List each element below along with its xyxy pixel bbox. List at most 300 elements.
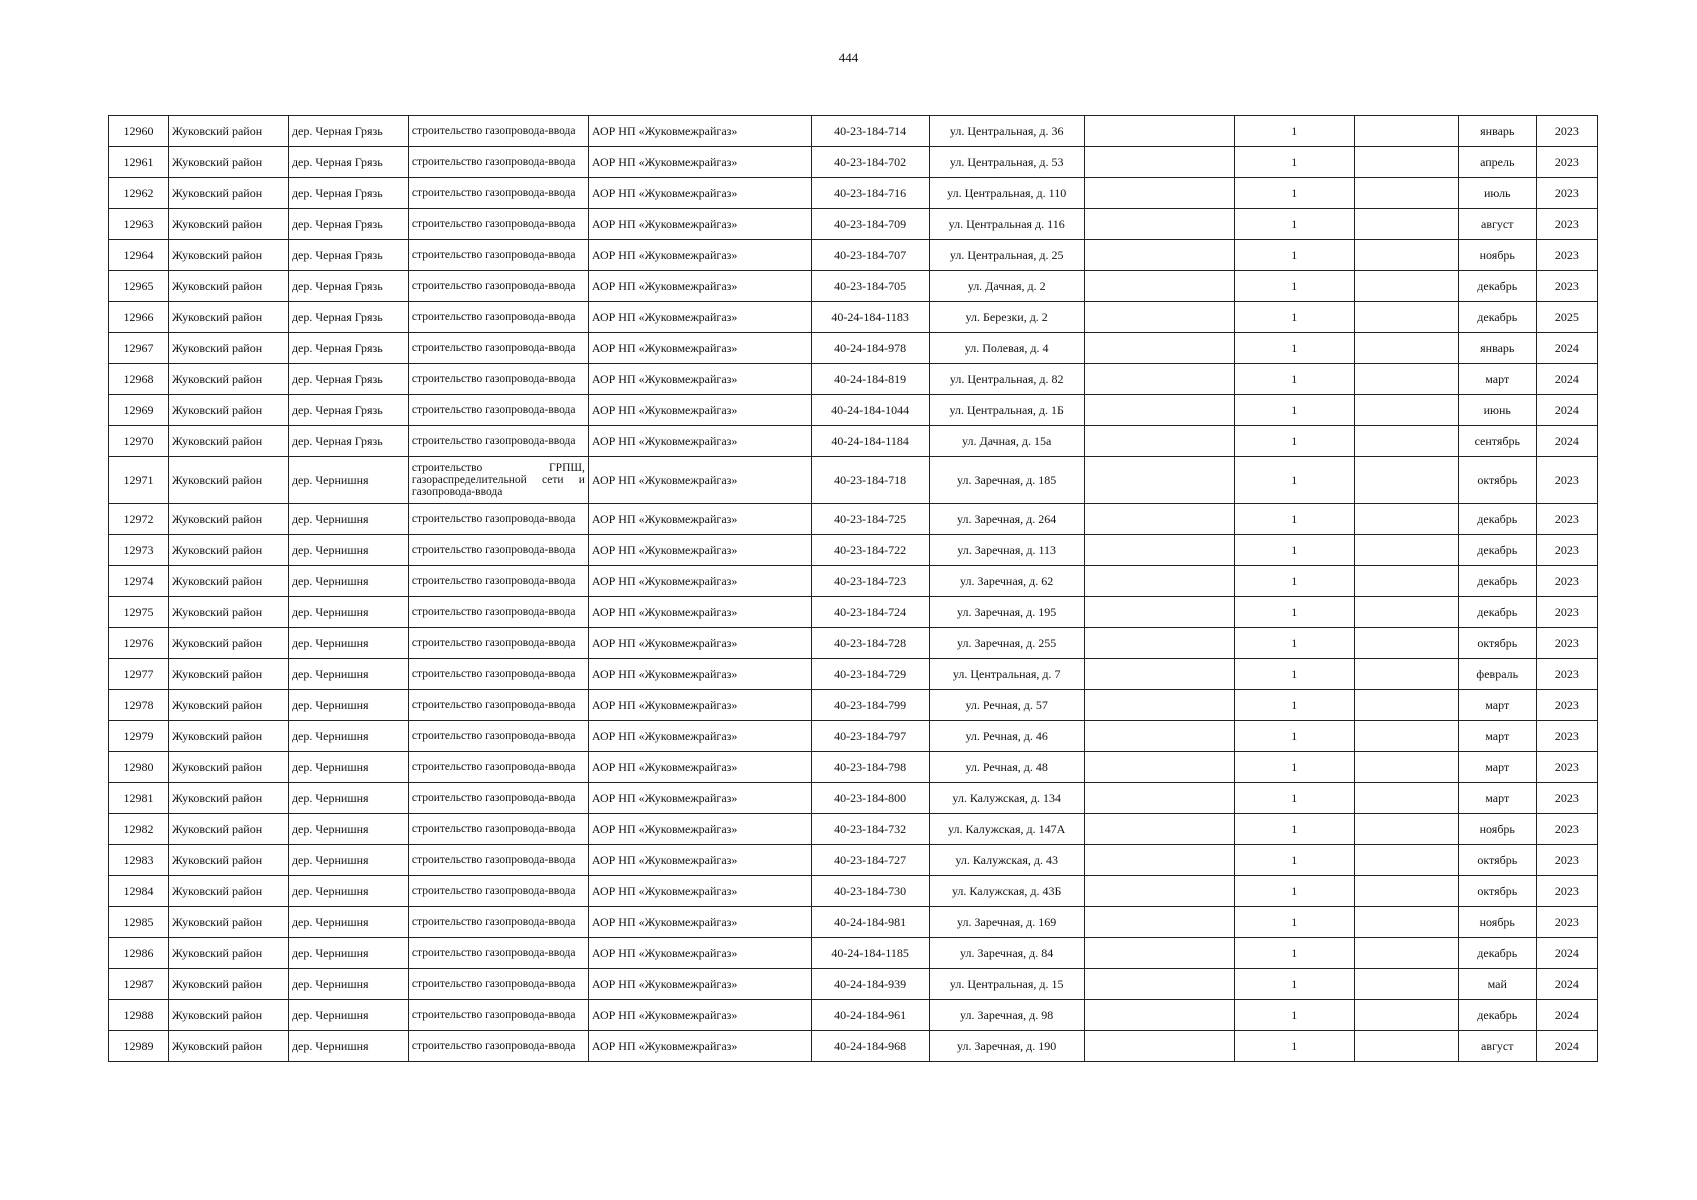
address-cell: ул. Березки, д. 2 <box>929 302 1084 333</box>
address-cell: ул. Центральная, д. 110 <box>929 178 1084 209</box>
address-cell: ул. Заречная, д. 185 <box>929 457 1084 504</box>
code-cell: 40-23-184-729 <box>811 659 929 690</box>
month-cell: март <box>1458 364 1536 395</box>
year-cell: 2024 <box>1536 969 1597 1000</box>
village-cell: дер. Черная Грязь <box>288 178 408 209</box>
work-type-cell: строительство газопровода-ввода <box>408 535 588 566</box>
quantity-cell: 1 <box>1234 209 1354 240</box>
empty-cell <box>1354 690 1458 721</box>
address-cell: ул. Дачная, д. 2 <box>929 271 1084 302</box>
month-cell: март <box>1458 690 1536 721</box>
year-cell: 2023 <box>1536 566 1597 597</box>
work-type-cell: строительство газопровода-ввода <box>408 690 588 721</box>
year-cell: 2024 <box>1536 1031 1597 1062</box>
village-cell: дер. Черная Грязь <box>288 302 408 333</box>
empty-cell <box>1354 597 1458 628</box>
empty-cell <box>1354 721 1458 752</box>
year-cell: 2023 <box>1536 535 1597 566</box>
table-row <box>109 814 1598 845</box>
organization-cell: АОР НП «Жуковмежрайгаз» <box>588 395 811 426</box>
code-cell: 40-23-184-727 <box>811 845 929 876</box>
code-cell: 40-23-184-724 <box>811 597 929 628</box>
code-cell: 40-23-184-798 <box>811 752 929 783</box>
empty-cell <box>1354 969 1458 1000</box>
record-number: 12987 <box>109 969 169 1000</box>
month-cell: январь <box>1458 333 1536 364</box>
work-type-cell: строительство газопровода-ввода <box>408 504 588 535</box>
district-cell: Жуковский район <box>168 566 288 597</box>
quantity-cell: 1 <box>1234 690 1354 721</box>
record-number: 12967 <box>109 333 169 364</box>
month-cell: октябрь <box>1458 876 1536 907</box>
empty-cell <box>1084 364 1234 395</box>
village-cell: дер. Чернишня <box>288 907 408 938</box>
empty-cell <box>1084 845 1234 876</box>
organization-cell: АОР НП «Жуковмежрайгаз» <box>588 426 811 457</box>
year-cell: 2024 <box>1536 395 1597 426</box>
table-row <box>109 240 1598 271</box>
address-cell: ул. Заречная, д. 264 <box>929 504 1084 535</box>
address-cell: ул. Центральная д. 116 <box>929 209 1084 240</box>
quantity-cell: 1 <box>1234 721 1354 752</box>
empty-cell <box>1084 426 1234 457</box>
quantity-cell: 1 <box>1234 426 1354 457</box>
address-cell: ул. Заречная, д. 169 <box>929 907 1084 938</box>
quantity-cell: 1 <box>1234 178 1354 209</box>
organization-cell: АОР НП «Жуковмежрайгаз» <box>588 690 811 721</box>
village-cell: дер. Чернишня <box>288 597 408 628</box>
month-cell: август <box>1458 1031 1536 1062</box>
work-type-cell: строительство газопровода-ввода <box>408 1031 588 1062</box>
empty-cell <box>1354 178 1458 209</box>
table-row <box>109 364 1598 395</box>
register-rows <box>109 116 1598 1062</box>
village-cell: дер. Чернишня <box>288 938 408 969</box>
empty-cell <box>1084 566 1234 597</box>
year-cell: 2023 <box>1536 752 1597 783</box>
month-cell: июнь <box>1458 395 1536 426</box>
year-cell: 2023 <box>1536 783 1597 814</box>
address-cell: ул. Заречная, д. 195 <box>929 597 1084 628</box>
empty-cell <box>1354 907 1458 938</box>
address-cell: ул. Калужская, д. 147А <box>929 814 1084 845</box>
code-cell: 40-24-184-939 <box>811 969 929 1000</box>
empty-cell <box>1354 876 1458 907</box>
village-cell: дер. Черная Грязь <box>288 333 408 364</box>
district-cell: Жуковский район <box>168 597 288 628</box>
village-cell: дер. Черная Грязь <box>288 271 408 302</box>
record-number: 12985 <box>109 907 169 938</box>
work-type-cell: строительство газопровода-ввода <box>408 1000 588 1031</box>
village-cell: дер. Чернишня <box>288 566 408 597</box>
month-cell: декабрь <box>1458 504 1536 535</box>
year-cell: 2023 <box>1536 628 1597 659</box>
work-type-cell: строительство газопровода-ввода <box>408 209 588 240</box>
work-type-cell: строительство газопровода-ввода <box>408 938 588 969</box>
code-cell: 40-23-184-723 <box>811 566 929 597</box>
district-cell: Жуковский район <box>168 364 288 395</box>
organization-cell: АОР НП «Жуковмежрайгаз» <box>588 364 811 395</box>
work-type-cell: строительство газопровода-ввода <box>408 783 588 814</box>
table-row <box>109 457 1598 504</box>
village-cell: дер. Чернишня <box>288 690 408 721</box>
code-cell: 40-24-184-819 <box>811 364 929 395</box>
empty-cell <box>1354 814 1458 845</box>
organization-cell: АОР НП «Жуковмежрайгаз» <box>588 535 811 566</box>
year-cell: 2023 <box>1536 457 1597 504</box>
empty-cell <box>1354 240 1458 271</box>
year-cell: 2023 <box>1536 876 1597 907</box>
empty-cell <box>1354 209 1458 240</box>
empty-cell <box>1084 969 1234 1000</box>
code-cell: 40-23-184-725 <box>811 504 929 535</box>
district-cell: Жуковский район <box>168 783 288 814</box>
village-cell: дер. Чернишня <box>288 814 408 845</box>
code-cell: 40-23-184-730 <box>811 876 929 907</box>
empty-cell <box>1354 535 1458 566</box>
year-cell: 2025 <box>1536 302 1597 333</box>
organization-cell: АОР НП «Жуковмежрайгаз» <box>588 504 811 535</box>
year-cell: 2024 <box>1536 333 1597 364</box>
empty-cell <box>1084 721 1234 752</box>
register-table <box>108 115 1598 1062</box>
code-cell: 40-24-184-981 <box>811 907 929 938</box>
code-cell: 40-23-184-728 <box>811 628 929 659</box>
month-cell: октябрь <box>1458 845 1536 876</box>
code-cell: 40-24-184-978 <box>811 333 929 364</box>
month-cell: декабрь <box>1458 597 1536 628</box>
district-cell: Жуковский район <box>168 876 288 907</box>
table-row <box>109 395 1598 426</box>
district-cell: Жуковский район <box>168 333 288 364</box>
district-cell: Жуковский район <box>168 814 288 845</box>
page-number: 444 <box>838 50 859 65</box>
district-cell: Жуковский район <box>168 395 288 426</box>
month-cell: февраль <box>1458 659 1536 690</box>
record-number: 12981 <box>109 783 169 814</box>
work-type-cell: строительство газопровода-ввода <box>408 271 588 302</box>
month-cell: май <box>1458 969 1536 1000</box>
empty-cell <box>1084 302 1234 333</box>
year-cell: 2023 <box>1536 814 1597 845</box>
empty-cell <box>1084 209 1234 240</box>
empty-cell <box>1084 504 1234 535</box>
village-cell: дер. Чернишня <box>288 504 408 535</box>
empty-cell <box>1354 1031 1458 1062</box>
record-number: 12960 <box>109 116 169 147</box>
table-row <box>109 535 1598 566</box>
organization-cell: АОР НП «Жуковмежрайгаз» <box>588 597 811 628</box>
record-number: 12983 <box>109 845 169 876</box>
year-cell: 2023 <box>1536 178 1597 209</box>
code-cell: 40-23-184-707 <box>811 240 929 271</box>
month-cell: декабрь <box>1458 535 1536 566</box>
address-cell: ул. Заречная, д. 255 <box>929 628 1084 659</box>
organization-cell: АОР НП «Жуковмежрайгаз» <box>588 752 811 783</box>
village-cell: дер. Черная Грязь <box>288 395 408 426</box>
year-cell: 2023 <box>1536 845 1597 876</box>
table-row <box>109 690 1598 721</box>
organization-cell: АОР НП «Жуковмежрайгаз» <box>588 721 811 752</box>
empty-cell <box>1084 240 1234 271</box>
table-row <box>109 628 1598 659</box>
table-row <box>109 845 1598 876</box>
record-number: 12988 <box>109 1000 169 1031</box>
table-row <box>109 271 1598 302</box>
address-cell: ул. Полевая, д. 4 <box>929 333 1084 364</box>
code-cell: 40-23-184-797 <box>811 721 929 752</box>
year-cell: 2023 <box>1536 209 1597 240</box>
address-cell: ул. Заречная, д. 84 <box>929 938 1084 969</box>
district-cell: Жуковский район <box>168 426 288 457</box>
code-cell: 40-23-184-799 <box>811 690 929 721</box>
organization-cell: АОР НП «Жуковмежрайгаз» <box>588 457 811 504</box>
table-row <box>109 907 1598 938</box>
work-type-cell: строительство газопровода-ввода <box>408 364 588 395</box>
work-type-cell: строительство газопровода-ввода <box>408 240 588 271</box>
code-cell: 40-24-184-1185 <box>811 938 929 969</box>
district-cell: Жуковский район <box>168 969 288 1000</box>
quantity-cell: 1 <box>1234 907 1354 938</box>
table-row <box>109 969 1598 1000</box>
record-number: 12965 <box>109 271 169 302</box>
work-type-cell: строительство газопровода-ввода <box>408 597 588 628</box>
address-cell: ул. Речная, д. 48 <box>929 752 1084 783</box>
district-cell: Жуковский район <box>168 240 288 271</box>
empty-cell <box>1084 1000 1234 1031</box>
empty-cell <box>1354 116 1458 147</box>
quantity-cell: 1 <box>1234 1031 1354 1062</box>
table-row <box>109 721 1598 752</box>
record-number: 12966 <box>109 302 169 333</box>
record-number: 12963 <box>109 209 169 240</box>
organization-cell: АОР НП «Жуковмежрайгаз» <box>588 628 811 659</box>
quantity-cell: 1 <box>1234 876 1354 907</box>
year-cell: 2024 <box>1536 426 1597 457</box>
village-cell: дер. Черная Грязь <box>288 116 408 147</box>
year-cell: 2024 <box>1536 364 1597 395</box>
code-cell: 40-24-184-1044 <box>811 395 929 426</box>
table-row <box>109 426 1598 457</box>
table-row <box>109 938 1598 969</box>
table-row <box>109 566 1598 597</box>
record-number: 12973 <box>109 535 169 566</box>
code-cell: 40-24-184-961 <box>811 1000 929 1031</box>
empty-cell <box>1084 659 1234 690</box>
district-cell: Жуковский район <box>168 209 288 240</box>
year-cell: 2023 <box>1536 659 1597 690</box>
address-cell: ул. Заречная, д. 62 <box>929 566 1084 597</box>
year-cell: 2023 <box>1536 271 1597 302</box>
record-number: 12968 <box>109 364 169 395</box>
address-cell: ул. Заречная, д. 98 <box>929 1000 1084 1031</box>
work-type-cell: строительство газопровода-ввода <box>408 814 588 845</box>
empty-cell <box>1084 271 1234 302</box>
district-cell: Жуковский район <box>168 147 288 178</box>
quantity-cell: 1 <box>1234 333 1354 364</box>
empty-cell <box>1084 597 1234 628</box>
table-row <box>109 1000 1598 1031</box>
empty-cell <box>1084 457 1234 504</box>
village-cell: дер. Черная Грязь <box>288 426 408 457</box>
village-cell: дер. Чернишня <box>288 659 408 690</box>
work-type-cell: строительство газопровода-ввода <box>408 147 588 178</box>
quantity-cell: 1 <box>1234 116 1354 147</box>
organization-cell: АОР НП «Жуковмежрайгаз» <box>588 147 811 178</box>
district-cell: Жуковский район <box>168 907 288 938</box>
organization-cell: АОР НП «Жуковмежрайгаз» <box>588 659 811 690</box>
empty-cell <box>1354 659 1458 690</box>
address-cell: ул. Центральная, д. 15 <box>929 969 1084 1000</box>
quantity-cell: 1 <box>1234 566 1354 597</box>
address-cell: ул. Дачная, д. 15а <box>929 426 1084 457</box>
organization-cell: АОР НП «Жуковмежрайгаз» <box>588 969 811 1000</box>
organization-cell: АОР НП «Жуковмежрайгаз» <box>588 240 811 271</box>
empty-cell <box>1354 566 1458 597</box>
organization-cell: АОР НП «Жуковмежрайгаз» <box>588 1000 811 1031</box>
village-cell: дер. Чернишня <box>288 628 408 659</box>
table-row <box>109 333 1598 364</box>
record-number: 12980 <box>109 752 169 783</box>
quantity-cell: 1 <box>1234 504 1354 535</box>
work-type-cell: строительство газопровода-ввода <box>408 426 588 457</box>
table-row <box>109 302 1598 333</box>
village-cell: дер. Чернишня <box>288 752 408 783</box>
village-cell: дер. Чернишня <box>288 721 408 752</box>
quantity-cell: 1 <box>1234 395 1354 426</box>
work-type-cell: строительство газопровода-ввода <box>408 302 588 333</box>
organization-cell: АОР НП «Жуковмежрайгаз» <box>588 876 811 907</box>
record-number: 12972 <box>109 504 169 535</box>
year-cell: 2023 <box>1536 116 1597 147</box>
work-type-cell: строительство газопровода-ввода <box>408 876 588 907</box>
record-number: 12969 <box>109 395 169 426</box>
address-cell: ул. Калужская, д. 43 <box>929 845 1084 876</box>
organization-cell: АОР НП «Жуковмежрайгаз» <box>588 783 811 814</box>
record-number: 12961 <box>109 147 169 178</box>
table-row <box>109 752 1598 783</box>
village-cell: дер. Чернишня <box>288 845 408 876</box>
empty-cell <box>1084 907 1234 938</box>
year-cell: 2024 <box>1536 938 1597 969</box>
record-number: 12984 <box>109 876 169 907</box>
month-cell: ноябрь <box>1458 814 1536 845</box>
work-type-cell: строительство газопровода-ввода <box>408 566 588 597</box>
organization-cell: АОР НП «Жуковмежрайгаз» <box>588 209 811 240</box>
work-type-cell: строительство газопровода-ввода <box>408 721 588 752</box>
organization-cell: АОР НП «Жуковмежрайгаз» <box>588 178 811 209</box>
month-cell: октябрь <box>1458 628 1536 659</box>
record-number: 12976 <box>109 628 169 659</box>
village-cell: дер. Чернишня <box>288 1000 408 1031</box>
organization-cell: АОР НП «Жуковмежрайгаз» <box>588 566 811 597</box>
district-cell: Жуковский район <box>168 1000 288 1031</box>
quantity-cell: 1 <box>1234 752 1354 783</box>
empty-cell <box>1084 147 1234 178</box>
table-row <box>109 147 1598 178</box>
empty-cell <box>1084 116 1234 147</box>
table-row <box>109 597 1598 628</box>
year-cell: 2023 <box>1536 240 1597 271</box>
organization-cell: АОР НП «Жуковмежрайгаз» <box>588 116 811 147</box>
empty-cell <box>1354 302 1458 333</box>
year-cell: 2023 <box>1536 147 1597 178</box>
work-type-cell: строительство газопровода-ввода <box>408 752 588 783</box>
table-row <box>109 209 1598 240</box>
district-cell: Жуковский район <box>168 504 288 535</box>
empty-cell <box>1354 271 1458 302</box>
organization-cell: АОР НП «Жуковмежрайгаз» <box>588 1031 811 1062</box>
organization-cell: АОР НП «Жуковмежрайгаз» <box>588 302 811 333</box>
code-cell: 40-23-184-732 <box>811 814 929 845</box>
quantity-cell: 1 <box>1234 814 1354 845</box>
code-cell: 40-24-184-1184 <box>811 426 929 457</box>
village-cell: дер. Черная Грязь <box>288 240 408 271</box>
table-row <box>109 1031 1598 1062</box>
address-cell: ул. Центральная, д. 25 <box>929 240 1084 271</box>
month-cell: апрель <box>1458 147 1536 178</box>
district-cell: Жуковский район <box>168 628 288 659</box>
year-cell: 2023 <box>1536 690 1597 721</box>
quantity-cell: 1 <box>1234 147 1354 178</box>
quantity-cell: 1 <box>1234 535 1354 566</box>
empty-cell <box>1354 628 1458 659</box>
organization-cell: АОР НП «Жуковмежрайгаз» <box>588 271 811 302</box>
village-cell: дер. Чернишня <box>288 969 408 1000</box>
address-cell: ул. Центральная, д. 82 <box>929 364 1084 395</box>
village-cell: дер. Черная Грязь <box>288 209 408 240</box>
empty-cell <box>1084 178 1234 209</box>
year-cell: 2023 <box>1536 504 1597 535</box>
district-cell: Жуковский район <box>168 271 288 302</box>
record-number: 12986 <box>109 938 169 969</box>
quantity-cell: 1 <box>1234 457 1354 504</box>
code-cell: 40-23-184-705 <box>811 271 929 302</box>
code-cell: 40-23-184-709 <box>811 209 929 240</box>
quantity-cell: 1 <box>1234 271 1354 302</box>
empty-cell <box>1354 457 1458 504</box>
district-cell: Жуковский район <box>168 845 288 876</box>
work-type-cell: строительство газопровода-ввода <box>408 395 588 426</box>
record-number: 12964 <box>109 240 169 271</box>
district-cell: Жуковский район <box>168 690 288 721</box>
month-cell: сентябрь <box>1458 426 1536 457</box>
address-cell: ул. Заречная, д. 113 <box>929 535 1084 566</box>
address-cell: ул. Центральная, д. 53 <box>929 147 1084 178</box>
work-type-cell: строительство газопровода-ввода <box>408 659 588 690</box>
village-cell: дер. Чернишня <box>288 1031 408 1062</box>
empty-cell <box>1354 333 1458 364</box>
empty-cell <box>1084 938 1234 969</box>
empty-cell <box>1354 426 1458 457</box>
record-number: 12970 <box>109 426 169 457</box>
village-cell: дер. Чернишня <box>288 535 408 566</box>
quantity-cell: 1 <box>1234 364 1354 395</box>
address-cell: ул. Калужская, д. 134 <box>929 783 1084 814</box>
year-cell: 2024 <box>1536 1000 1597 1031</box>
year-cell: 2023 <box>1536 721 1597 752</box>
month-cell: июль <box>1458 178 1536 209</box>
empty-cell <box>1354 783 1458 814</box>
village-cell: дер. Черная Грязь <box>288 364 408 395</box>
month-cell: ноябрь <box>1458 907 1536 938</box>
address-cell: ул. Калужская, д. 43Б <box>929 876 1084 907</box>
work-type-cell: строительство газопровода-ввода <box>408 845 588 876</box>
record-number: 12962 <box>109 178 169 209</box>
empty-cell <box>1084 783 1234 814</box>
work-type-cell: строительство газопровода-ввода <box>408 178 588 209</box>
work-type-cell: строительство газопровода-ввода <box>408 907 588 938</box>
